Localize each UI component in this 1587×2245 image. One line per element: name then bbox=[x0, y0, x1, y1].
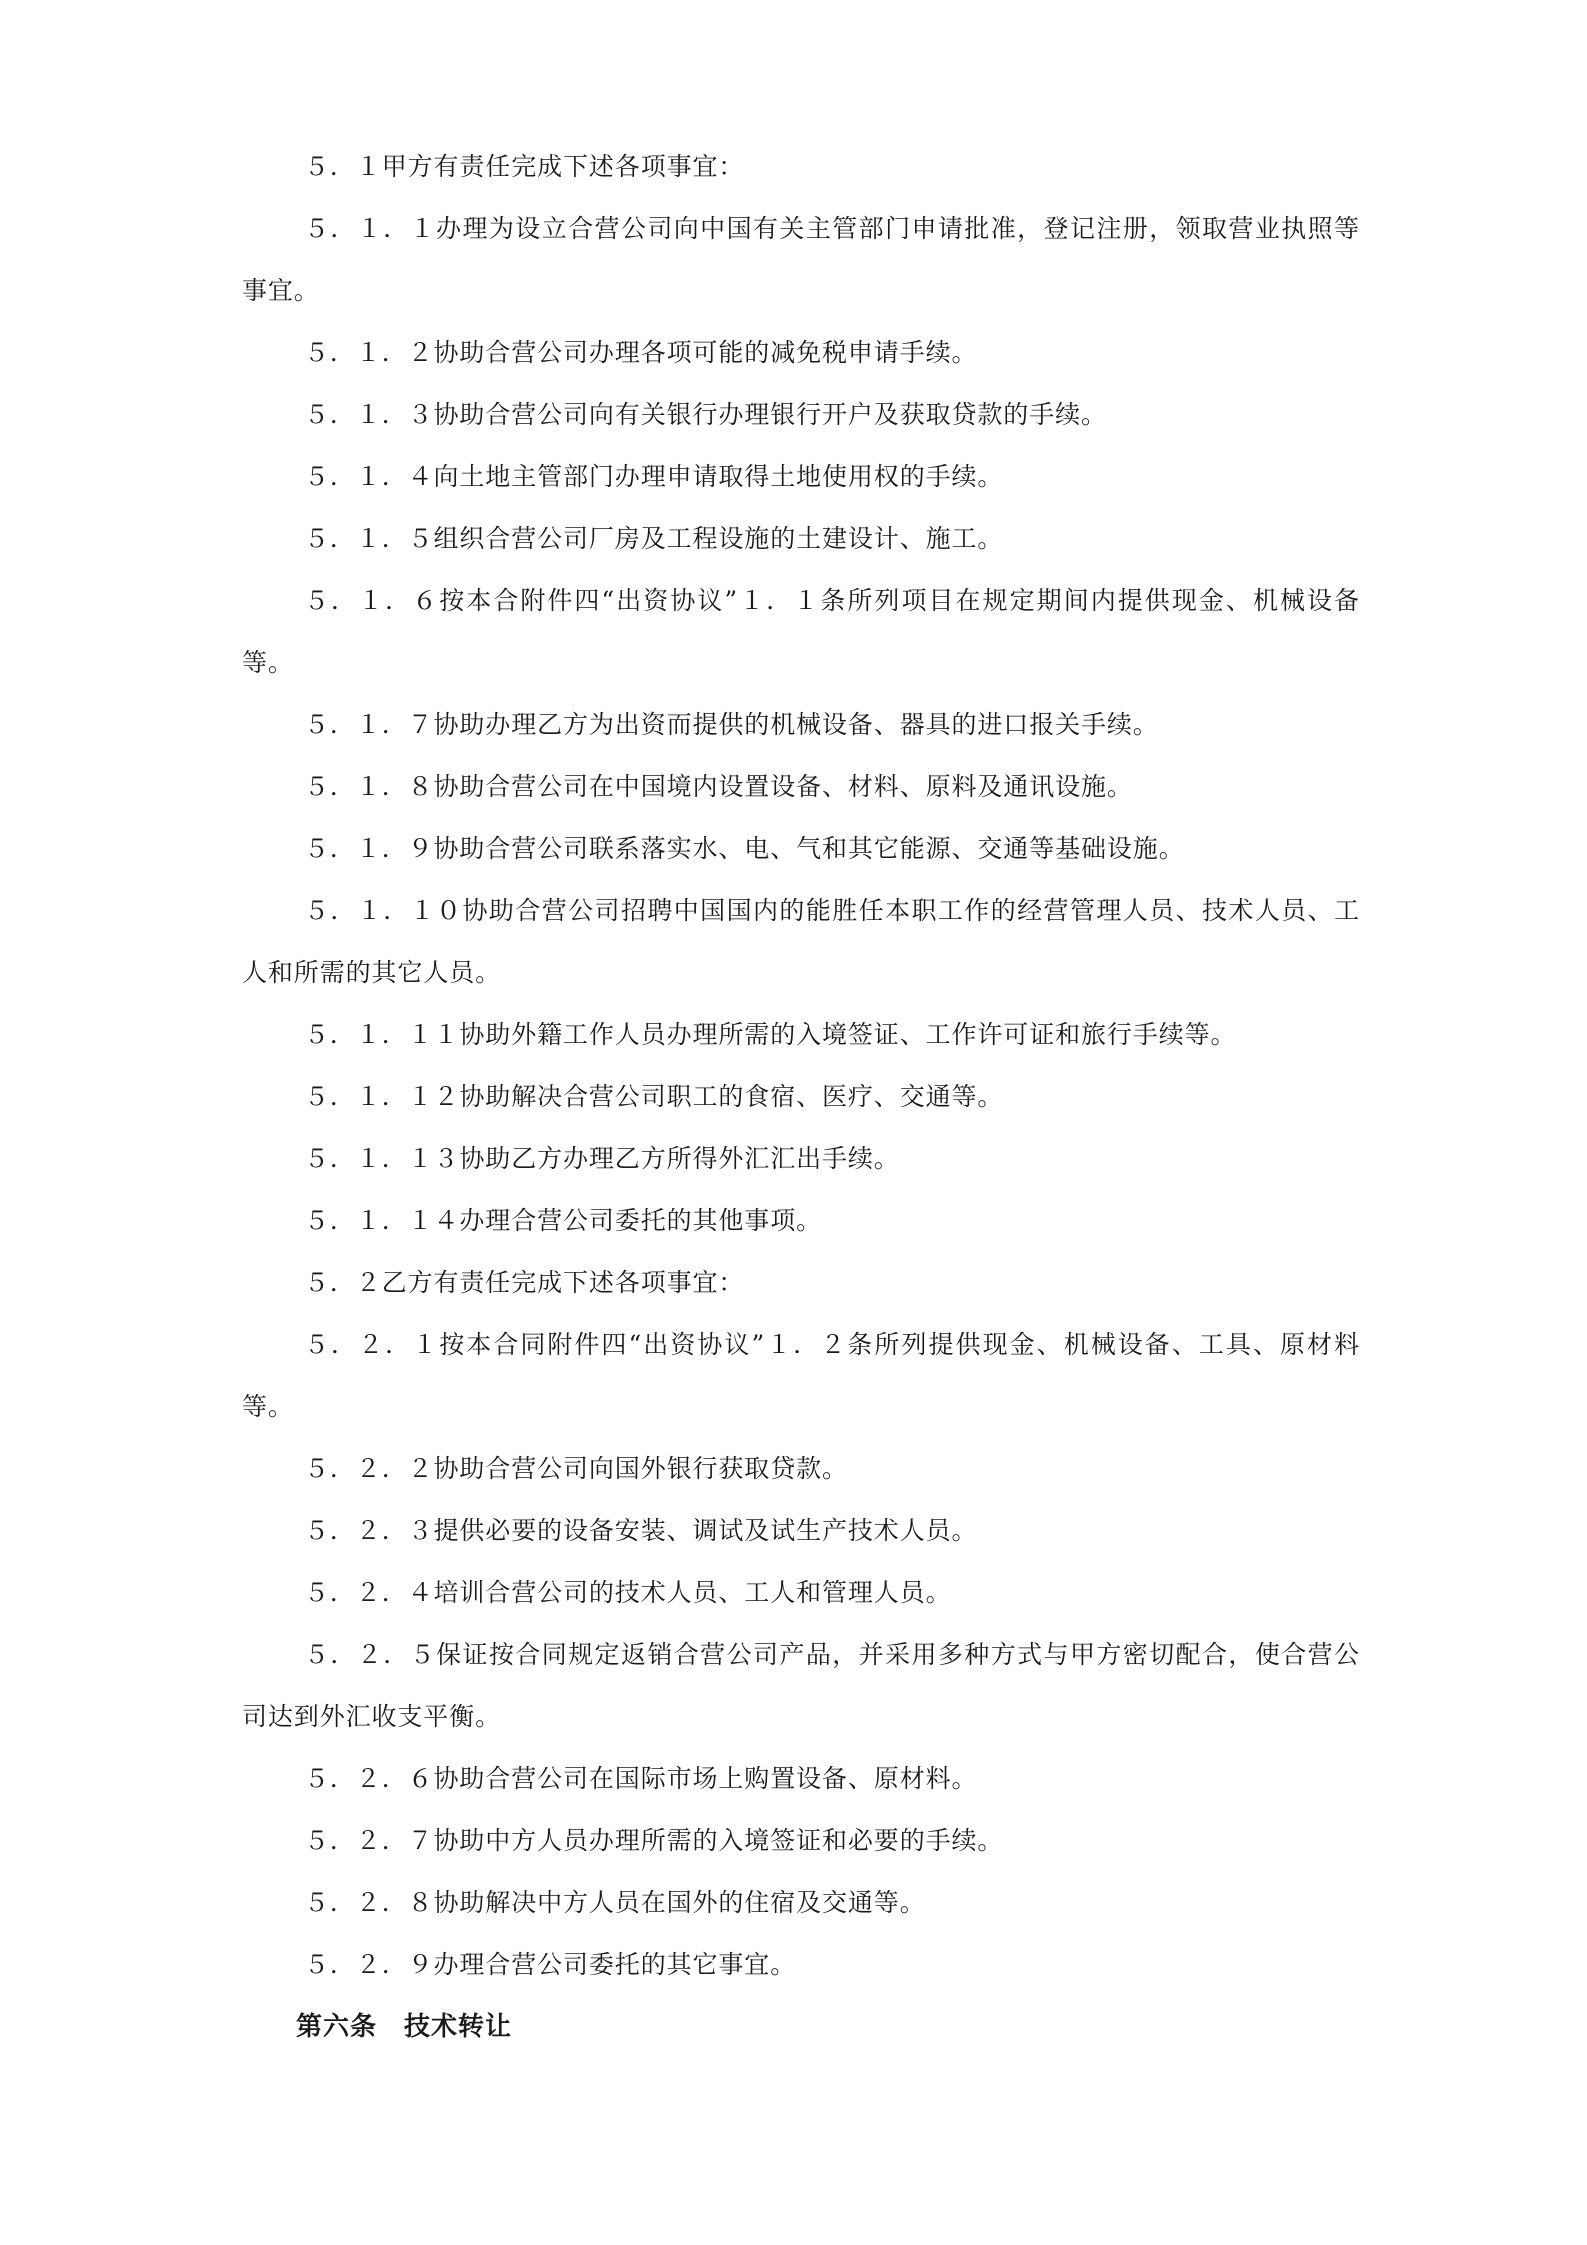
paragraph-5-1-5: ５．１．５组织合营公司厂房及工程设施的土建设计、施工。 bbox=[304, 524, 1004, 553]
paragraph-5-1-9: ５．１．９协助合营公司联系落实水、电、气和其它能源、交通等基础设施。 bbox=[304, 834, 1185, 863]
paragraph-5-1-13: ５．１．１３协助乙方办理乙方所得外汇汇出手续。 bbox=[304, 1144, 900, 1173]
paragraph-5-1-8: ５．１．８协助合营公司在中国境内设置设备、材料、原料及通讯设施。 bbox=[304, 772, 1133, 801]
paragraph-5-2-3: ５．２．３提供必要的设备安装、调试及试生产技术人员。 bbox=[304, 1516, 978, 1545]
paragraph-5-1-4: ５．１．４向土地主管部门办理申请取得土地使用权的手续。 bbox=[304, 462, 1004, 491]
paragraph-5-1-7: ５．１．７协助办理乙方为出资而提供的机械设备、器具的进口报关手续。 bbox=[304, 710, 1159, 739]
document-body bbox=[242, 136, 1360, 2058]
paragraph-5-2-6: ５．２．６协助合营公司在国际市场上购置设备、原材料。 bbox=[304, 1764, 978, 1793]
section-heading-article-6: 第六条 技术转让 bbox=[296, 2012, 513, 2042]
paragraph-5-2-1: ５．２．１按本合同附件四“出资协议”１．２条所列提供现金、机械设备、工具、原材料等。 bbox=[242, 1330, 1360, 1421]
paragraph-5-2-5: ５．２．５保证按合同规定返销合营公司产品，并采用多种方式与甲方密切配合，使合营公司达到外汇收支平衡。 bbox=[242, 1640, 1360, 1731]
paragraph-5-1-2: ５．１．２协助合营公司办理各项可能的减免税申请手续。 bbox=[304, 338, 978, 367]
paragraph-5-1-11: ５．１．１１协助外籍工作人员办理所需的入境签证、工作许可证和旅行手续等。 bbox=[304, 1020, 1237, 1049]
paragraph-5-1-12: ５．１．１２协助解决合营公司职工的食宿、医疗、交通等。 bbox=[304, 1082, 1004, 1111]
paragraph-5-1: ５．１甲方有责任完成下述各项事宜： bbox=[304, 152, 745, 181]
paragraph-5-1-3: ５．１．３协助合营公司向有关银行办理银行开户及获取贷款的手续。 bbox=[304, 400, 1107, 429]
paragraph-5-2: ５．２乙方有责任完成下述各项事宜： bbox=[304, 1268, 745, 1297]
paragraph-5-2-9: ５．２．９办理合营公司委托的其它事宜。 bbox=[304, 1950, 797, 1979]
paragraph-5-1-10: ５．１．１０协助合营公司招聘中国国内的能胜任本职工作的经营管理人员、技术人员、工人和所需的其它人员。 bbox=[242, 896, 1360, 987]
paragraph-5-1-6: ５．１．６按本合附件四“出资协议”１．１条所列项目在规定期间内提供现金、机械设备等。 bbox=[242, 586, 1360, 677]
paragraph-5-1-14: ５．１．１４办理合营公司委托的其他事项。 bbox=[304, 1206, 823, 1235]
paragraph-5-2-7: ５．２．７协助中方人员办理所需的入境签证和必要的手续。 bbox=[304, 1826, 1004, 1855]
paragraph-5-1-1: ５．１．１办理为设立合营公司向中国有关主管部门申请批准，登记注册，领取营业执照等事宜。 bbox=[242, 214, 1360, 305]
paragraph-5-2-8: ５．２．８协助解决中方人员在国外的住宿及交通等。 bbox=[304, 1888, 926, 1917]
paragraph-5-2-4: ５．２．４培训合营公司的技术人员、工人和管理人员。 bbox=[304, 1578, 952, 1607]
paragraph-5-2-2: ５．２．２协助合营公司向国外银行获取贷款。 bbox=[304, 1454, 848, 1483]
